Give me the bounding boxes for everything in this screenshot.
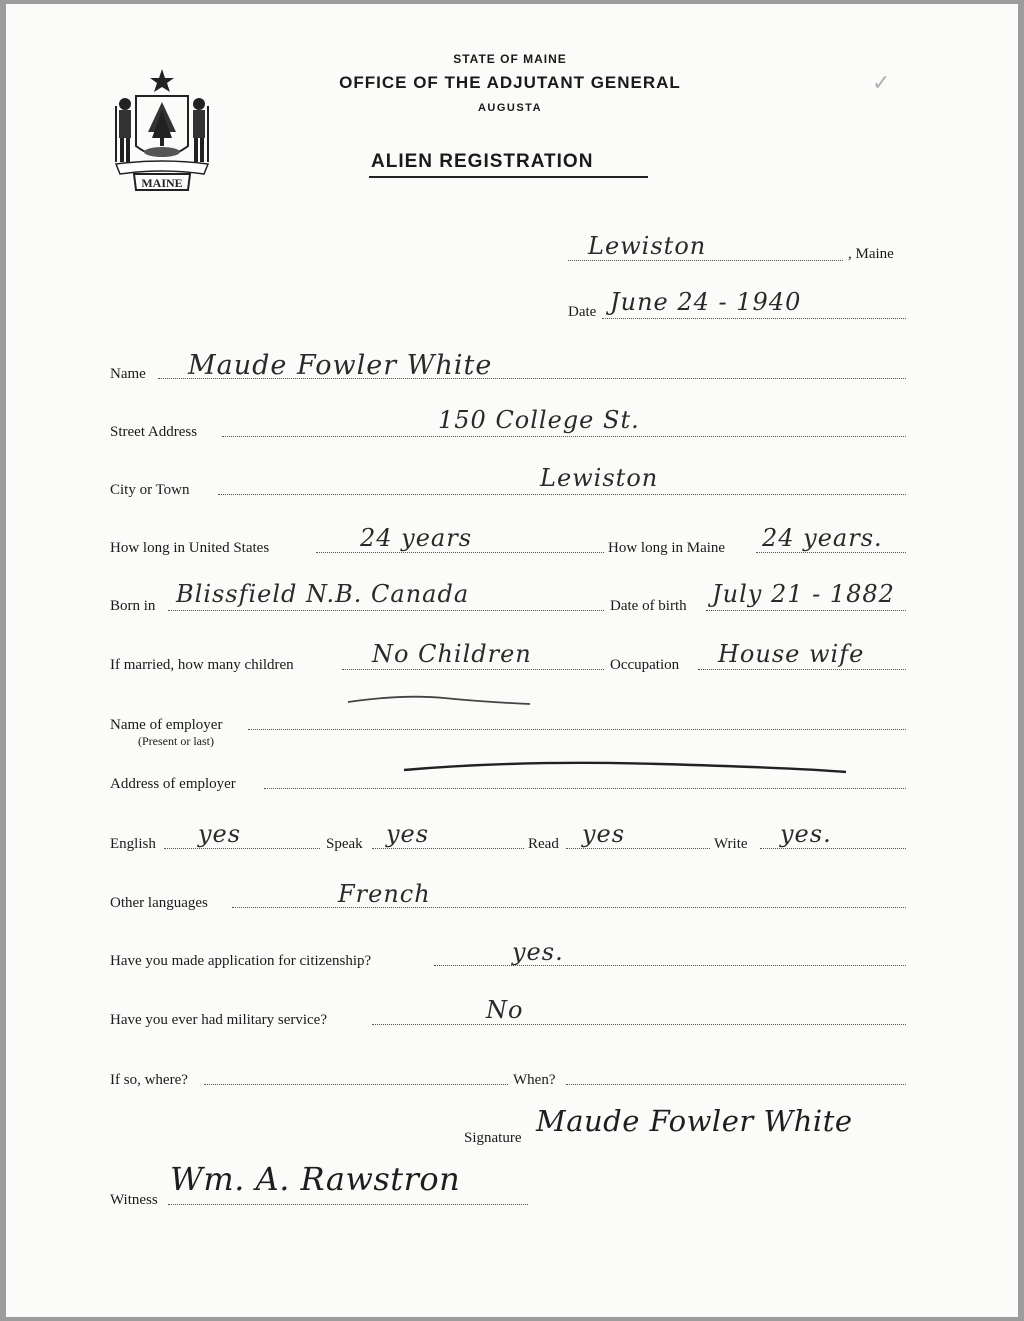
seal-text: MAINE [141,176,183,190]
maine-years-label: How long in Maine [608,540,726,556]
employer-address-label: Address of employer [110,776,236,792]
location-value: Lewiston [588,232,707,260]
date-line [602,318,906,319]
read-value: yes [582,820,626,848]
us-years-label: How long in United States [110,540,270,556]
us-years-value: 24 years [360,524,473,552]
name-value: Maude Fowler White [188,350,493,381]
citizenship-value: yes. [512,938,564,966]
when-line [566,1084,906,1085]
children-value: No Children [372,640,532,668]
children-label: If married, how many children [110,657,294,673]
military-value: No [486,996,524,1024]
military-line [372,1024,906,1025]
employer-address-line [264,788,906,789]
speak-label: Speak [326,836,363,852]
born-in-label: Born in [110,598,156,614]
witness-value: Wm. A. Rawstron [170,1160,461,1198]
employer-line [248,729,906,730]
office-heading: OFFICE OF THE ADJUTANT GENERAL [339,73,681,92]
city-line [218,494,906,495]
where-label: If so, where? [110,1072,188,1088]
citizenship-line [434,965,906,966]
signature-label: Signature [464,1130,522,1146]
write-label: Write [714,836,748,852]
witness-line [168,1204,528,1205]
street-line [222,436,906,437]
write-value: yes. [780,820,832,848]
other-languages-line [232,907,906,908]
born-in-value: Blissfield N.B. Canada [176,580,470,608]
city-value: Lewiston [540,464,659,492]
signature-value: Maude Fowler White [536,1104,853,1138]
english-line [164,848,320,849]
form-title: ALIEN REGISTRATION [371,151,594,172]
employer-sublabel: (Present or last) [138,734,214,748]
state-heading: STATE OF MAINE [453,52,567,66]
occupation-value: House wife [718,640,865,668]
military-label: Have you ever had military service? [110,1012,327,1028]
witness-label: Witness [110,1192,158,1208]
location-line [568,260,843,261]
employer-dash-stroke [344,688,534,712]
occupation-label: Occupation [610,657,680,673]
speak-value: yes [386,820,430,848]
where-line [204,1084,508,1085]
dob-line [706,610,906,611]
us-years-line [316,552,604,553]
employer-label: Name of employer [110,717,223,733]
location-suffix: , Maine [848,246,894,262]
english-value: yes [198,820,242,848]
title-underline [369,176,648,178]
date-label: Date [568,304,597,320]
when-label: When? [513,1072,556,1088]
maine-years-line [756,552,906,553]
other-languages-value: French [338,880,431,908]
children-line [342,669,604,670]
street-label: Street Address [110,424,198,440]
name-label: Name [110,366,146,382]
write-line [760,848,906,849]
city-label: City or Town [110,482,190,498]
check-mark-icon: ✓ [872,70,891,95]
english-label: English [110,836,156,852]
read-label: Read [528,836,559,852]
read-line [566,848,710,849]
citizenship-label: Have you made application for citizenship? [110,953,372,969]
street-value: 150 College St. [438,406,640,434]
dob-value: July 21 - 1882 [712,580,895,608]
born-in-line [168,610,604,611]
occupation-line [698,669,906,670]
maine-state-seal [108,66,216,194]
maine-years-value: 24 years. [762,524,883,552]
employer-address-dash-stroke [400,756,850,780]
speak-line [372,848,524,849]
other-languages-label: Other languages [110,895,208,911]
dob-label: Date of birth [610,598,687,614]
date-value: June 24 - 1940 [610,288,802,316]
city-heading: AUGUSTA [477,102,543,114]
